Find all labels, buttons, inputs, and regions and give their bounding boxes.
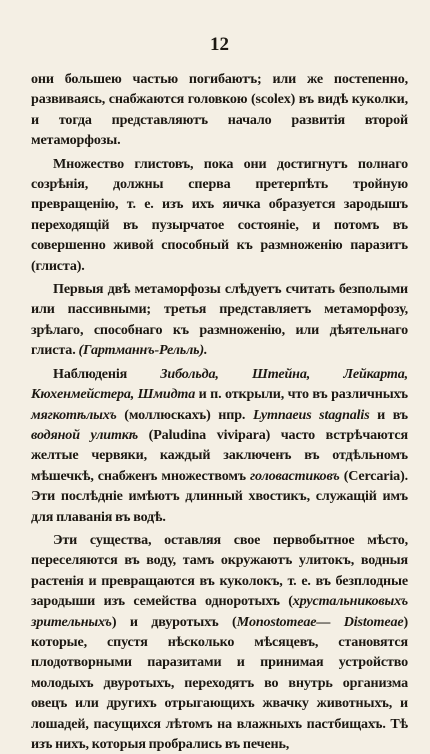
text-segment: ) которые, спустя нѣсколько мѣсяцевъ, становятся плодотворными паразитами и принимая устройство молодыхъ двуротыхъ, переходятъ во внутрь организма овецъ или другихъ отрыгающихъ жвачку животныхъ, и лошадей, пасущихся лѣтомъ на влажныхъ пастбищахъ. Тѣ изъ нихъ, которыя пробрались въ печень, [31, 613, 408, 752]
paragraph [31, 154, 408, 276]
text-segment: Эти существа, оставляя свое первобытное мѣсто, переселяются въ воду, тамъ окружаютъ улитокъ, водныя растенія и превращаются въ куколокъ, т. е. въ безплодные зародыши изъ семейства одноротыхъ ( [31, 531, 408, 610]
text-segment: ) и двуротыхъ ( [111, 613, 237, 630]
text-segment: (Cercaria). Эти послѣдніе имѣютъ длинный хвостикъ, служащій имъ для плаванія въ водѣ. [31, 467, 408, 525]
text-segment: они большею частью погибаютъ; или же постепенно, развиваясь, снабжаются головкою (scolex) въ видѣ куколки, и тогда представляютъ начало развитія второй метаморфозы. [31, 71, 408, 149]
paragraph [31, 279, 408, 361]
italic-text: Monostomeae— Distomeae [236, 613, 404, 630]
body-text [31, 69, 408, 754]
italic-text: Зибольда, Штейна, Лейкарта, Кюхенмейстера, Шмидта [31, 365, 408, 403]
text-segment: Первыя двѣ метаморфозы слѣдуетъ считать безполыми или пассивными; третья представляетъ метаморфозу, зрѣлаго, способнаго къ размноженію, или дѣятельнаго глиста. [31, 281, 408, 359]
paragraph [31, 364, 408, 527]
italic-text: (Гартманнъ-Рельль). [78, 342, 208, 359]
paragraph [31, 69, 408, 151]
paragraph [31, 530, 408, 754]
text-segment: Наблюденія [53, 365, 161, 382]
text-segment: и въ [369, 406, 408, 423]
page-number: 12 [210, 34, 229, 55]
text-segment: и п. открыли, что въ различныхъ [195, 386, 408, 403]
text-segment: (Paludina vivipara) часто встрѣчаются желтые червяки, каждый заключенъ въ отдѣльномъ мѣшечкѣ, снабженъ множествомъ [31, 426, 408, 484]
italic-text: Lymnaeus stagnalis [252, 406, 370, 423]
italic-text: мягкотѣлыхъ [31, 406, 117, 423]
text-segment: Множество глистовъ, пока они достигнутъ полнаго созрѣнія, должны сперва претерпѣть тройную превращенію, т. е. изъ ихъ яичка образуется зародышъ переходящій въ пузырчатое состояніе, и потомъ въ совершенно живой способный къ размноженію паразитъ (глиста). [31, 155, 408, 274]
italic-text: головастиковъ [249, 467, 340, 484]
italic-text: хрустальниковыхъ зрительныхъ [31, 593, 408, 630]
text-segment: (моллюскахъ) нпр. [116, 406, 253, 423]
italic-text: водяной улиткѣ [31, 426, 139, 443]
